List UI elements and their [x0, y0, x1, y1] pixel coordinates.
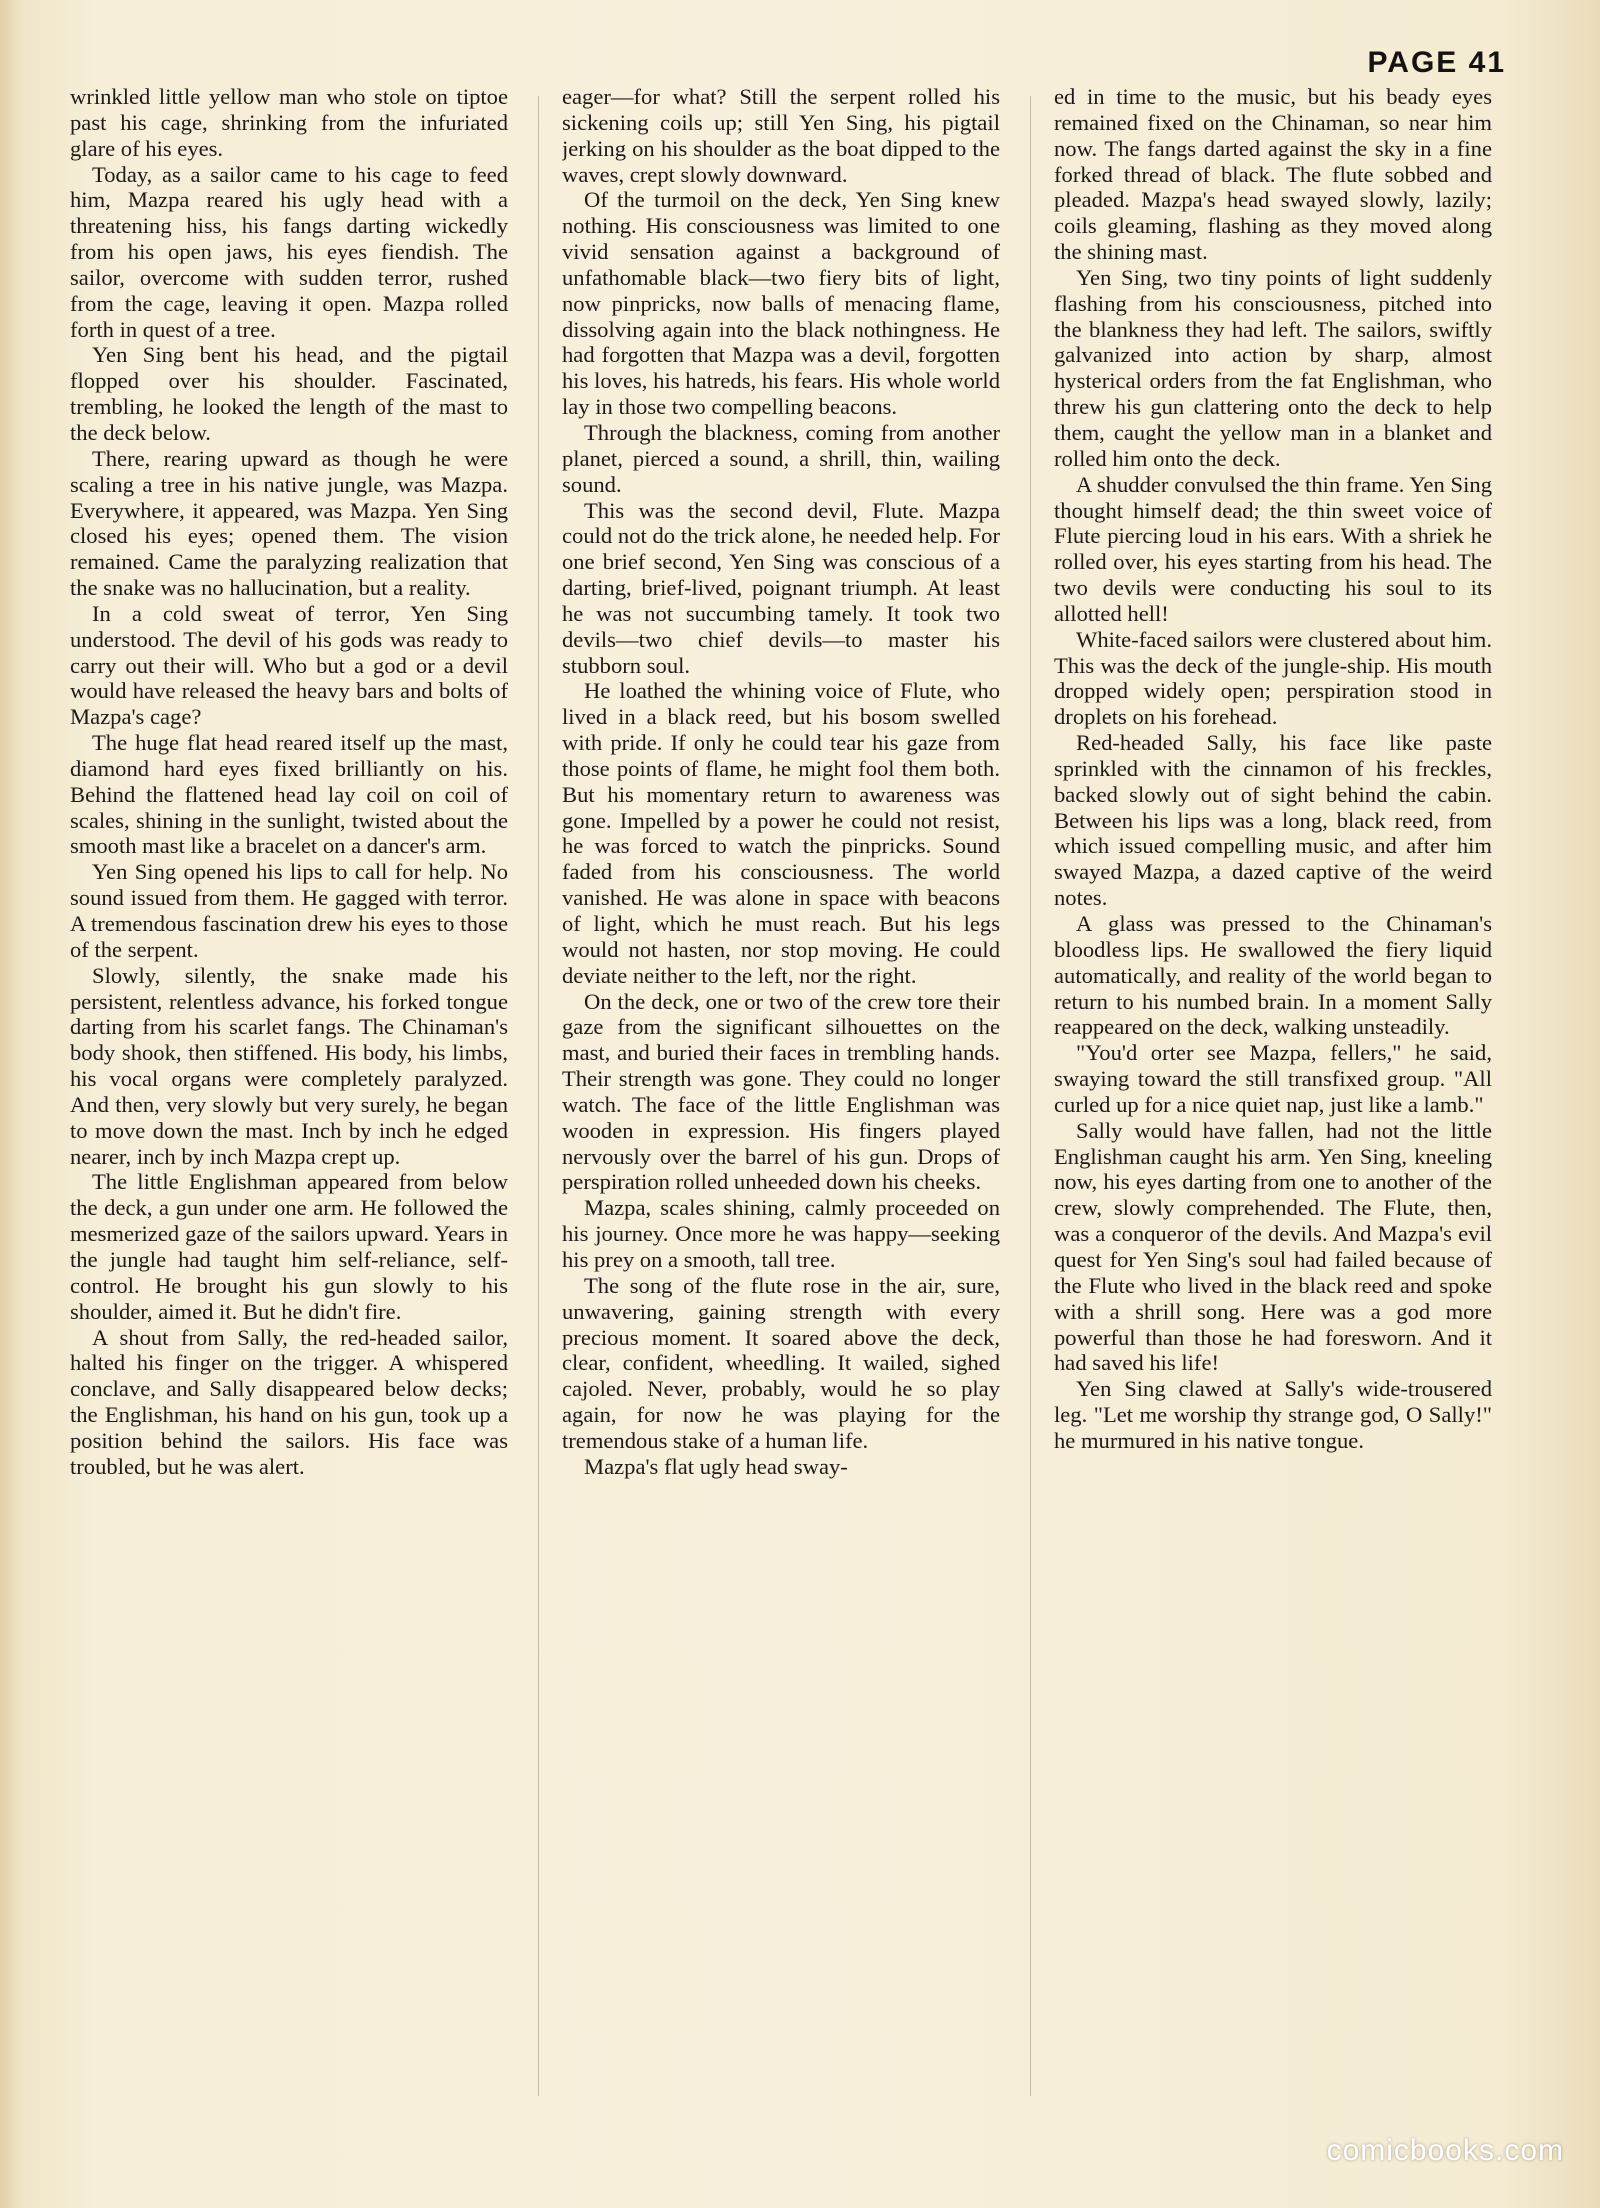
paragraph: eager—for what? Still the serpent rolled his sickening coils up; still Yen Sing, his pigtail jerking on his shoulder as the boat dipped to the waves, crept slowly downward.	[562, 84, 1000, 187]
paragraph: ed in time to the music, but his beady eyes remained fixed on the Chinaman, so near him now. The fangs darted against the sky in a fine forked thread of black. The flute sobbed and pleaded. Mazpa's head swayed slowly, lazily; coils gleaming, flashing as they moved along the shining mast.	[1054, 84, 1492, 265]
paragraph: Sally would have fallen, had not the little Englishman caught his arm. Yen Sing, kneeling now, his eyes darting from one to another of the crew, slowly comprehended. The Flute, then, was a conqueror of the devils. And Mazpa's evil quest for Yen Sing's soul had failed because of the Flute who lived in the black reed and spoke with a shrill song. Here was a god more powerful than those he had foresworn. And it had saved his life!	[1054, 1117, 1492, 1376]
paragraph: "You'd orter see Mazpa, fellers," he said, swaying toward the still transfixed group. "All curled up for a nice quiet nap, just like a lamb."	[1054, 1040, 1492, 1117]
paragraph: A shudder convulsed the thin frame. Yen Sing thought himself dead; the thin sweet voice of Flute piercing loud in his ears. With a shriek he rolled over, his eyes starting from his head. The two devils were conducting his soul to its allotted hell!	[1054, 471, 1492, 626]
page-edge-shadow	[0, 0, 22, 2208]
column-divider	[1030, 96, 1031, 2096]
paragraph: Yen Sing bent his head, and the pigtail flopped over his shoulder. Fascinated, trembling, he looked the length of the mast to the deck below.	[70, 342, 508, 445]
paragraph: A glass was pressed to the Chinaman's bloodless lips. He swallowed the fiery liquid automatically, and reality of the world began to return to his numbed brain. In a moment Sally reappeared on the deck, walking unsteadily.	[1054, 911, 1492, 1040]
paragraph: Through the blackness, coming from another planet, pierced a sound, a shrill, thin, wailing sound.	[562, 419, 1000, 497]
paragraph: wrinkled little yellow man who stole on tiptoe past his cage, shrinking from the infuriated glare of his eyes.	[70, 84, 508, 161]
paragraph: This was the second devil, Flute. Mazpa could not do the trick alone, he needed help. For one brief second, Yen Sing was conscious of a darting, brief-lived, poignant triumph. At least he was not succumbing tamely. It took two devils—two chief devils—to master his stubborn soul.	[562, 497, 1000, 678]
page-number: PAGE 41	[1367, 46, 1506, 79]
paragraph: The little Englishman appeared from below the deck, a gun under one arm. He followed the mesmerized gaze of the sailors upward. Years in the jungle had taught him self-reliance, self-control. He brought his gun slowly to his shoulder, aimed it. But he didn't fire.	[70, 1169, 508, 1324]
paragraph: Slowly, silently, the snake made his persistent, relentless advance, his forked tongue darting from his scarlet fangs. The Chinaman's body shook, then stiffened. His body, his limbs, his vocal organs were completely paralyzed. And then, very slowly but very surely, he began to move down the mast. Inch by inch he edged nearer, inch by inch Mazpa crept up.	[70, 962, 508, 1169]
paragraph: The song of the flute rose in the air, sure, unwavering, gaining strength with every precious moment. It soared above the deck, clear, confident, wheedling. It wailed, sighed cajoled. Never, probably, would he so play again, for now he was playing for the tremendous stake of a human life.	[562, 1272, 1000, 1453]
paragraph: Red-headed Sally, his face like paste sprinkled with the cinnamon of his freckles, backed slowly out of sight behind the cabin. Between his lips was a long, black reed, from which issued compelling music, and after him swayed Mazpa, a dazed captive of the weird notes.	[1054, 730, 1492, 911]
column-2	[562, 84, 1000, 2124]
watermark: comicbooks.com	[1326, 2134, 1564, 2167]
paragraph: A shout from Sally, the red-headed sailor, halted his finger on the trigger. A whispered conclave, and Sally disappeared below decks; the Englishman, his hand on his gun, took up a position behind the sailors. His face was troubled, but he was alert.	[70, 1324, 508, 1479]
paragraph: White-faced sailors were clustered about him. This was the deck of the jungle-ship. His mouth dropped widely open; perspiration stood in droplets on his forehead.	[1054, 626, 1492, 730]
paragraph: Today, as a sailor came to his cage to feed him, Mazpa reared his ugly head with a threatening hiss, his fangs darting wickedly from his open jaws, his eyes fiendish. The sailor, overcome with sudden terror, rushed from the cage, leaving it open. Mazpa rolled forth in quest of a tree.	[70, 161, 508, 342]
paragraph: Of the turmoil on the deck, Yen Sing knew nothing. His consciousness was limited to one vivid sensation against a background of unfathomable black—two fiery bits of light, now pinpricks, now balls of menacing flame, dissolving again into the black nothingness. He had forgotten that Mazpa was a devil, forgotten his loves, his hatreds, his fears. His whole world lay in those two compelling beacons.	[562, 187, 1000, 420]
paragraph: Mazpa's flat ugly head sway-	[584, 1453, 848, 1479]
paragraph: On the deck, one or two of the crew tore their gaze from the significant silhouettes on the mast, and buried their faces in trembling hands. Their strength was gone. They could no longer watch. The face of the little Englishman was wooden in expression. His fingers played nervously over the barrel of his gun. Drops of perspiration rolled unheeded down his cheeks.	[562, 988, 1000, 1195]
paragraph: Yen Sing clawed at Sally's wide-trousered leg. "Let me worship thy strange god, O Sally!" he murmured in his native tongue.	[1054, 1376, 1492, 1453]
paragraph: Yen Sing opened his lips to call for help. No sound issued from them. He gagged with terror. A tremendous fascination drew his eyes to those of the serpent.	[70, 859, 508, 962]
column-divider	[538, 96, 539, 2096]
paragraph: In a cold sweat of terror, Yen Sing understood. The devil of his gods was ready to carry out their will. Who but a god or a devil would have released the heavy bars and bolts of Mazpa's cage?	[70, 600, 508, 730]
column-1	[70, 84, 508, 2124]
paragraph: Yen Sing, two tiny points of light suddenly flashing from his consciousness, pitched into the blankness they had left. The sailors, swiftly galvanized into action by sharp, almost hysterical orders from the fat Englishman, who threw his gun clattering onto the deck to help them, caught the yellow man in a blanket and rolled him onto the deck.	[1054, 264, 1492, 471]
column-3	[1054, 84, 1492, 2124]
paragraph: He loathed the whining voice of Flute, who lived in a black reed, but his bosom swelled with pride. If only he could tear his gaze from those points of flame, he might fool them both. But his momentary return to awareness was gone. Impelled by a power he could not resist, he was forced to watch the pinpricks. Sound faded from his consciousness. The world vanished. He was alone in space with beacons of light, which he must reach. But his legs would not hasten, nor stop moving. He could deviate neither to the left, nor the right.	[562, 678, 1000, 988]
paragraph: The huge flat head reared itself up the mast, diamond hard eyes fixed brilliantly on his. Behind the flattened head lay coil on coil of scales, shining in the sunlight, twisted about the smooth mast like a bracelet on a dancer's arm.	[70, 730, 508, 859]
paragraph: Mazpa, scales shining, calmly proceeded on his journey. Once more he was happy—seeking his prey on a smooth, tall tree.	[562, 1195, 1000, 1272]
text-columns	[70, 84, 1520, 2124]
paragraph: There, rearing upward as though he were scaling a tree in his native jungle, was Mazpa. Everywhere, it appeared, was Mazpa. Yen Sing closed his eyes; opened them. The vision remained. Came the paralyzing realization that the snake was no hallucination, but a reality.	[70, 445, 508, 601]
